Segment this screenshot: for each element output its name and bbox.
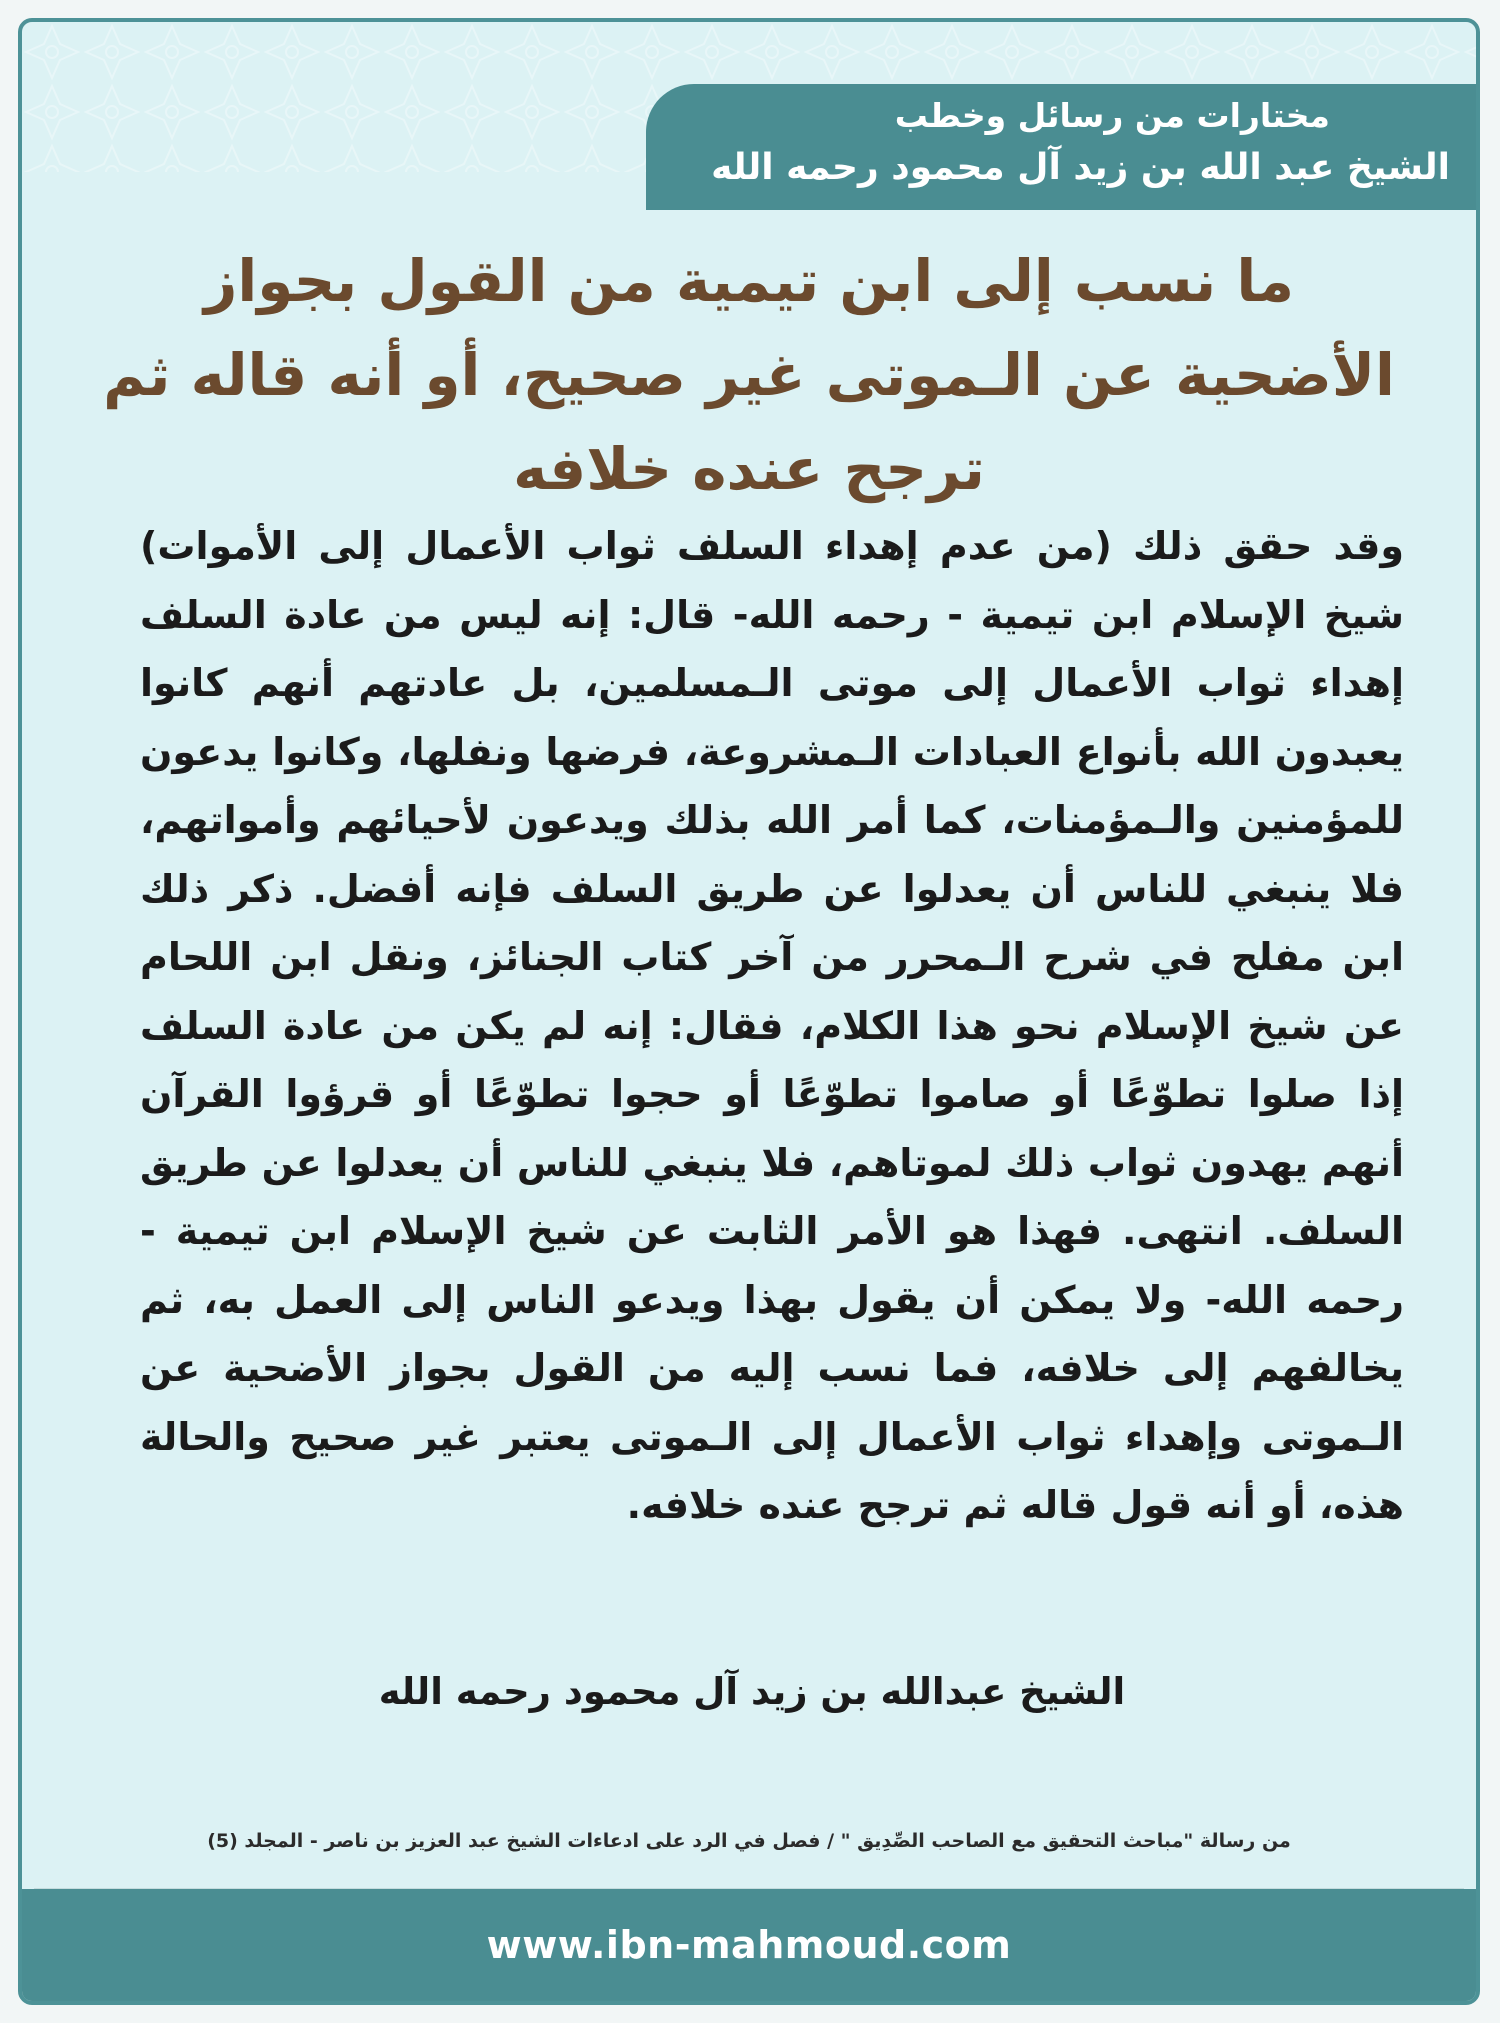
article-card	[18, 18, 1480, 2005]
author-name-header: الشيخ عبد الله بن زيد آل محمود رحمه الله	[711, 147, 1450, 188]
article-title: ما نسب إلى ابن تيمية من القول بجواز الأضحية عن الـموتى غير صحيح، أو أنه قاله ثم ترجح عنده خلافه	[103, 247, 1395, 503]
series-title: مختارات من رسائل وخطب	[894, 96, 1330, 135]
header-banner	[646, 84, 1476, 210]
website-link[interactable]: www.ibn-mahmoud.com	[486, 1923, 1012, 1967]
source-citation: من رسالة "مباحث التحقيق مع الصاحب الصِّدِيق " / فصل في الرد على ادعاءات الشيخ عبد العزيز بن ناصر - المجلد (5)	[207, 1830, 1291, 1852]
author-signature: الشيخ عبدالله بن زيد آل محمود رحمه الله	[378, 1670, 1126, 1713]
article-body: وقد حقق ذلك (من عدم إهداء السلف ثواب الأعمال إلى الأموات) شيخ الإسلام ابن تيمية - رحمه الله- قال: إنه ليس من عادة السلف إهداء ثواب الأعمال إلى موتى الـمسلمين، بل عادتهم أنهم كانوا يعبدون الله بأنواع العبادات الـمشروعة، فرضها ونفلها، وكانوا يدعون للمؤمنين والـمؤمنات، كما أمر الله بذلك ويدعون لأحيائهم وأمواتهم، فلا ينبغي للناس أن يعدلوا عن طريق السلف فإنه أفضل. ذكر ذلك ابن مفلح في شرح الـمحرر من آخر كتاب الجنائز، ونقل ابن اللحام عن شيخ الإسلام نحو هذا الكلام، فقال: إنه لم يكن من عادة السلف إذا صلوا تطوّعًا أو صاموا تطوّعًا أو حجوا تطوّعًا أو قرؤوا القرآن أنهم يهدون ثواب ذلك لموتاهم، فلا ينبغي للناس أن يعدلوا عن طريق السلف. انتهى. فهذا هو الأمر الثابت عن شيخ الإسلام ابن تيمية - رحمه الله- ولا يمكن أن يقول بهذا ويدعو الناس إلى العمل به، ثم يخالفهم إلى خلافه، فما نسب إليه من القول بجواز الأضحية عن الـموتى وإهداء ثواب الأعمال إلى الـموتى يعتبر غير صحيح والحالة هذه، أو أنه قول قاله ثم ترجح عنده خلافه.	[140, 524, 1404, 1527]
footer-bar	[22, 1889, 1476, 2001]
